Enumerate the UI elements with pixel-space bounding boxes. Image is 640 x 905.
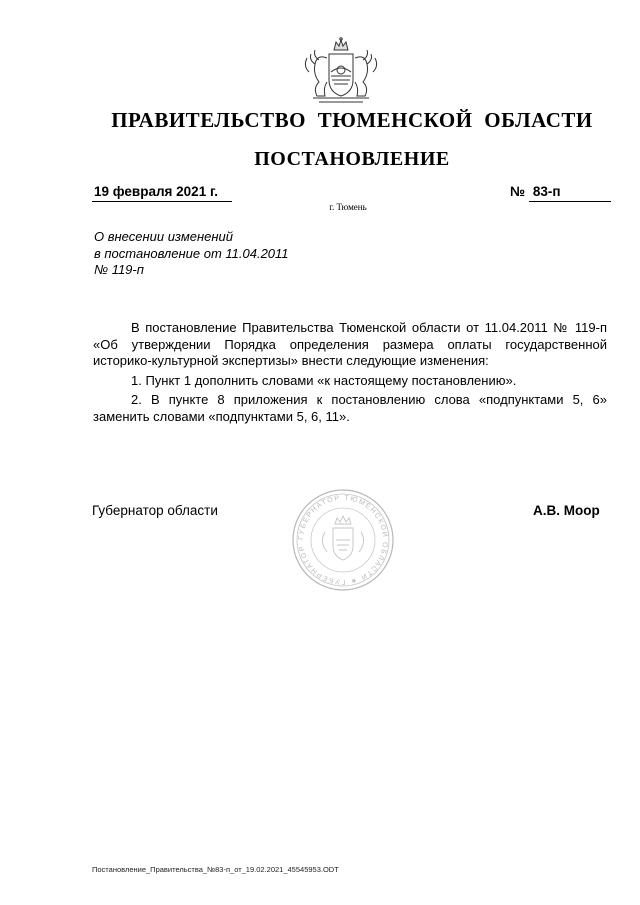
body-paragraph: 2. В пункте 8 приложения к постановлению слова «подпунктами 5, 6» заменить словами «подпунктами 5, 6, 11». (93, 392, 607, 424)
subject-line: О внесении изменений (94, 229, 233, 244)
subject-line: № 119-п (94, 262, 144, 277)
document-date: 19 февраля 2021 г. (92, 183, 232, 202)
svg-text:ГУБЕРНАТОР ТЮМЕНСКОЙ ОБЛАСТИ ★: ГУБЕРНАТОР ТЮМЕНСКОЙ ОБЛАСТИ ★ ГУБЕРНАТОР (297, 494, 389, 586)
footer-filename: Постановление_Правительства_№83-п_от_19.02.2021_45545953.ODT (92, 865, 339, 874)
document-type: ПОСТАНОВЛЕНИЕ (254, 148, 450, 170)
number-prefix: № (510, 184, 526, 199)
document-subject (94, 229, 289, 279)
coat-of-arms-icon (299, 36, 383, 108)
city: г. Тюмень (329, 202, 367, 212)
document-body (93, 320, 607, 428)
organization-title: ПРАВИТЕЛЬСТВО ТЮМЕНСКОЙ ОБЛАСТИ (111, 108, 593, 132)
document-number-field (510, 183, 611, 202)
signer-position: Губернатор области (92, 503, 218, 518)
document-number: 83-п (529, 183, 611, 202)
official-seal-stamp (291, 488, 395, 592)
subject-line: в постановление от 11.04.2011 (94, 245, 289, 261)
signer-name: А.В. Моор (533, 503, 600, 518)
body-paragraph: 1. Пункт 1 дополнить словами «к настоящему постановлению». (131, 372, 517, 388)
body-paragraph: В постановление Правительства Тюменской области от 11.04.2011 № 119-п «Об утверждении Порядка определения размера оплаты государственной историко-культурной экспертизы» внести следующие изменения: (93, 320, 607, 368)
